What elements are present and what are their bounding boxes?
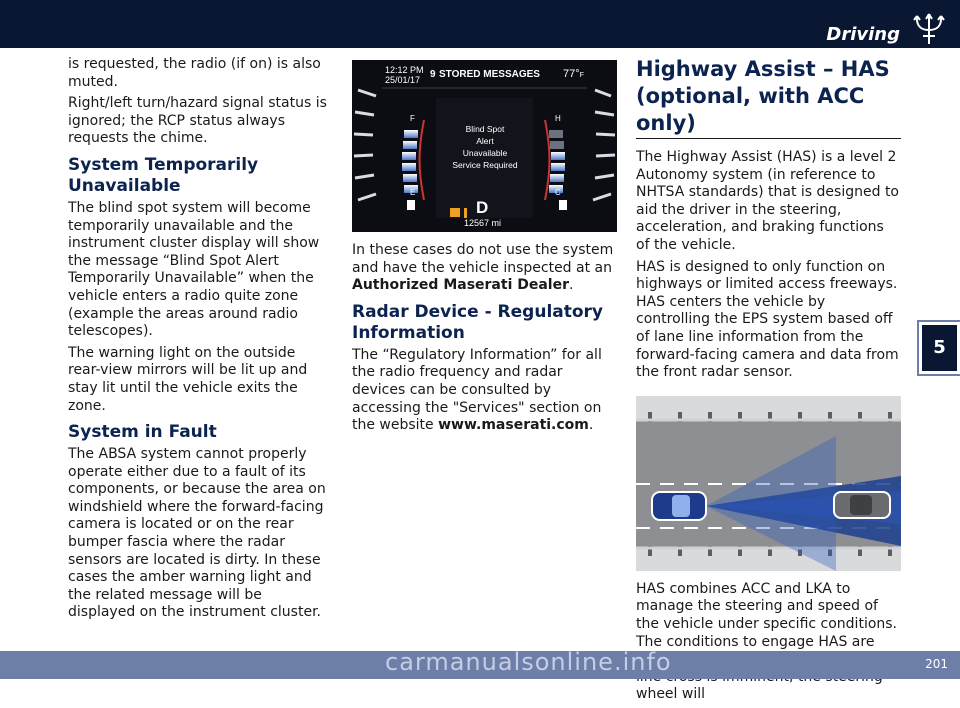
page-number: 201 [925, 657, 948, 671]
column-middle [352, 56, 617, 439]
heading-highway-assist: Highway Assist – HAS (optional, with ACC only) [636, 57, 890, 135]
fuel-full-label: F [410, 114, 415, 123]
paragraph: HAS combines ACC and LKA to manage the steering and speed of the vehicle under specific conditions. The conditions to engage HAS are wheel will [636, 580, 898, 703]
odometer: 12567 mi [464, 218, 502, 228]
page-header [0, 0, 960, 48]
paragraph: The Highway Assist (HAS) is a level 2 Autonomy system (in reference to NHTSA standards) that is designed to aid the driver in the steering, acceleration, and braking functions of the vehicle. [636, 149, 899, 253]
temp-hot-label: H [555, 114, 561, 123]
highway-assist-diagram [636, 396, 901, 571]
watermark: carmanualsonline.info [385, 648, 672, 676]
heading-rule [636, 138, 901, 139]
gear-indicator: D [476, 198, 489, 217]
fuel-empty-label: E [410, 188, 416, 197]
heading-radar-regulatory: Radar Device - Regulatory Information [352, 301, 604, 343]
paragraph: The blind spot system will become temporarily unavailable and the instrument cluster display will show the message “Blind Spot Alert Temporarily Unavailable” when the vehicle enters a radio quite zone (example the areas around radio telescopes). [68, 199, 320, 340]
heading-system-unavailable: System Temporarily Unavailable [68, 154, 259, 196]
heading-system-fault: System in Fault [68, 422, 217, 443]
temp-cold-label: C [555, 188, 561, 197]
cluster-warning-message: Blind Spot Alert Unavailable Service Required [452, 124, 518, 170]
paragraph: is requested, the radio (if on) is also muted. [68, 56, 321, 90]
paragraph: The “Regulatory Information” for all the radio frequency and radar devices can be consulted by accessing the "Services" section on the website www.maserati.com. [352, 346, 602, 434]
cluster-date: 25/01/17 [385, 75, 421, 85]
paragraph: Right/left turn/hazard signal status is ignored; the RCP status always requests the chime. [68, 95, 327, 147]
outside-temperature: 77°F [563, 68, 584, 80]
website-link[interactable]: www.maserati.com [438, 417, 589, 434]
stored-messages-count: 9 [430, 69, 436, 80]
paragraph: The warning light on the outside rear-view mirrors will be lit up and stay lit until the vehicle exits the zone. [68, 344, 308, 414]
chapter-tab: 5 [919, 322, 960, 374]
cluster-time: 12:12 PM [385, 65, 424, 75]
paragraph: HAS is designed to only function on highways or limited access freeways. HAS centers the vehicle by controlling the EPS system based off of lane line information from the forward-facing camera and data from the front radar sensor. [636, 258, 899, 381]
maserati-trident-icon [912, 10, 946, 46]
column-right [636, 56, 901, 708]
stored-messages-label: STORED MESSAGES [439, 69, 540, 80]
column-left [68, 56, 330, 626]
paragraph: The ABSA system cannot properly operate either due to a fault of its components, or because the area on windshield where the forward-facing camera is located or on the rear bumper fascia where the radar sensors are located is dirty. In these cases the amber warning light and the related message will be displayed on the instrument cluster. [68, 446, 326, 621]
section-title: Driving [826, 24, 900, 45]
instrument-cluster-image [352, 60, 617, 232]
paragraph: In these cases do not use the system and have the vehicle inspected at an Authorized Maserati Dealer. [352, 242, 614, 294]
